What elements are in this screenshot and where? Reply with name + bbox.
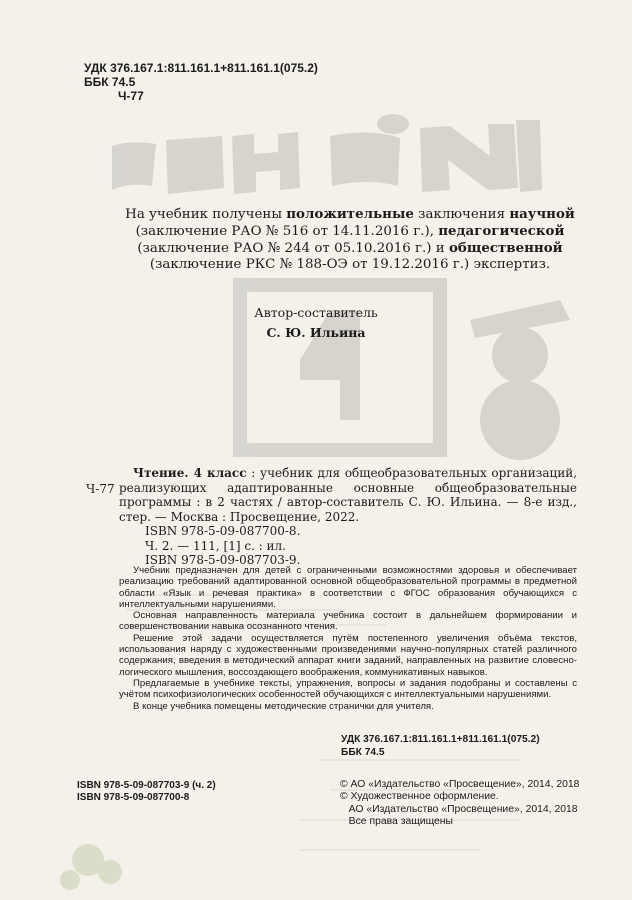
reviews-bold: педагогической xyxy=(438,223,565,239)
annotation-paragraph: Основная направленность материала учебника состоит в дальнейшем формировании и совершенствовании навыка осознанного чтения. xyxy=(119,610,577,633)
reviews-bold: научной xyxy=(509,206,575,222)
expert-reviews xyxy=(70,206,630,273)
catalog-description xyxy=(119,466,577,524)
reviews-text: (заключение РАО № 516 от 14.11.2016 г.), xyxy=(135,224,439,239)
reviews-line-4: (заключение РКС № 188-ОЭ от 19.12.2016 г.) экспертиз. xyxy=(149,257,551,272)
isbn-block xyxy=(77,780,216,804)
copyright-block xyxy=(340,779,579,829)
catalog-entry xyxy=(119,466,577,568)
annotation-paragraph: Предлагаемые в учебнике тексты, упражнения, вопросы и задания подобраны и составлены с учётом психофизиологических особенностей обучающихся с интеллектуальными нарушениями. xyxy=(119,677,577,701)
reviews-text: заключения xyxy=(413,207,510,222)
reviews-line-3 xyxy=(70,240,630,257)
copyright-line: © АО «Издательство «Просвещение», 2014, 2018 xyxy=(340,779,580,790)
reviews-text: (заключение РАО № 244 от 05.10.2016 г.) и xyxy=(137,241,449,256)
reviews-line-1 xyxy=(70,206,630,223)
reviews-bold: общественной xyxy=(448,240,563,256)
author-role: Автор-составитель xyxy=(254,305,378,320)
annotation-paragraph: В конце учебника помещены методические странички для учителя. xyxy=(133,700,434,712)
isbn-part: ISBN 978-5-09-087703-9 (ч. 2) xyxy=(77,780,216,791)
author-mark: Ч-77 xyxy=(118,89,144,103)
reviews-text: На учебник получены xyxy=(125,207,287,222)
catalog-isbn-part: ISBN 978-5-09-087703-9. xyxy=(145,553,301,567)
catalog-mark: Ч-77 xyxy=(86,482,115,496)
bbk-code: ББК 74.5 xyxy=(84,75,136,89)
copyright-line: АО «Издательство «Просвещение», 2014, 2018 xyxy=(340,803,578,815)
annotation-paragraph: Учебник предназначен для детей с ограниченными возможностями здоровья и обеспечивает реализацию требований адаптированной основной общеобразовательной программы в предметной области «Язык и речевая практика» в соответствии с ФГОС образования обучающихся с интеллектуальными нарушениями. xyxy=(119,565,577,610)
catalog-isbn-set: ISBN 978-5-09-087700-8. xyxy=(145,524,301,538)
copyright-line: Все права защищены xyxy=(340,816,454,828)
catalog-part: Ч. 2. — 111, [1] с. : ил. xyxy=(145,538,286,553)
reviews-bold: положительные xyxy=(286,206,414,222)
annotation-paragraph: Решение этой задачи осуществляется путём постепенного увеличения объёма текстов, использования наряду с художественными произведениями научно-популярных статей различного содержания, введения в методический аппарат книги заданий, направленных на развитие словесно-логического мышления, воссоздающего воображения, коммуникативных навыков. xyxy=(119,632,577,678)
udk-top-block xyxy=(84,61,318,103)
annotation xyxy=(119,565,577,712)
catalog-desc: : учебник для общеобразовательных организаций, реализующих адаптированные основные общеобразовательные программы : в 2 частях / автор-составитель С. Ю. Ильина. — 8-е изд., стер. — Москва : Просвещение, 2022. xyxy=(119,466,578,524)
udk-code: УДК 376.167.1:811.161.1+811.161.1(075.2) xyxy=(84,61,318,75)
bbk-code-bottom: ББК 74.5 xyxy=(341,747,385,758)
reviews-line-2 xyxy=(70,223,630,240)
catalog-title: Чтение. 4 класс xyxy=(133,466,247,480)
udk-code-bottom: УДК 376.167.1:811.161.1+811.161.1(075.2) xyxy=(341,734,540,745)
author-name: С. Ю. Ильина xyxy=(266,325,366,340)
copyright-line: © Художественное оформление. xyxy=(340,791,499,803)
udk-bottom-block xyxy=(341,733,540,759)
isbn-set: ISBN 978-5-09-087700-8 xyxy=(77,792,190,803)
